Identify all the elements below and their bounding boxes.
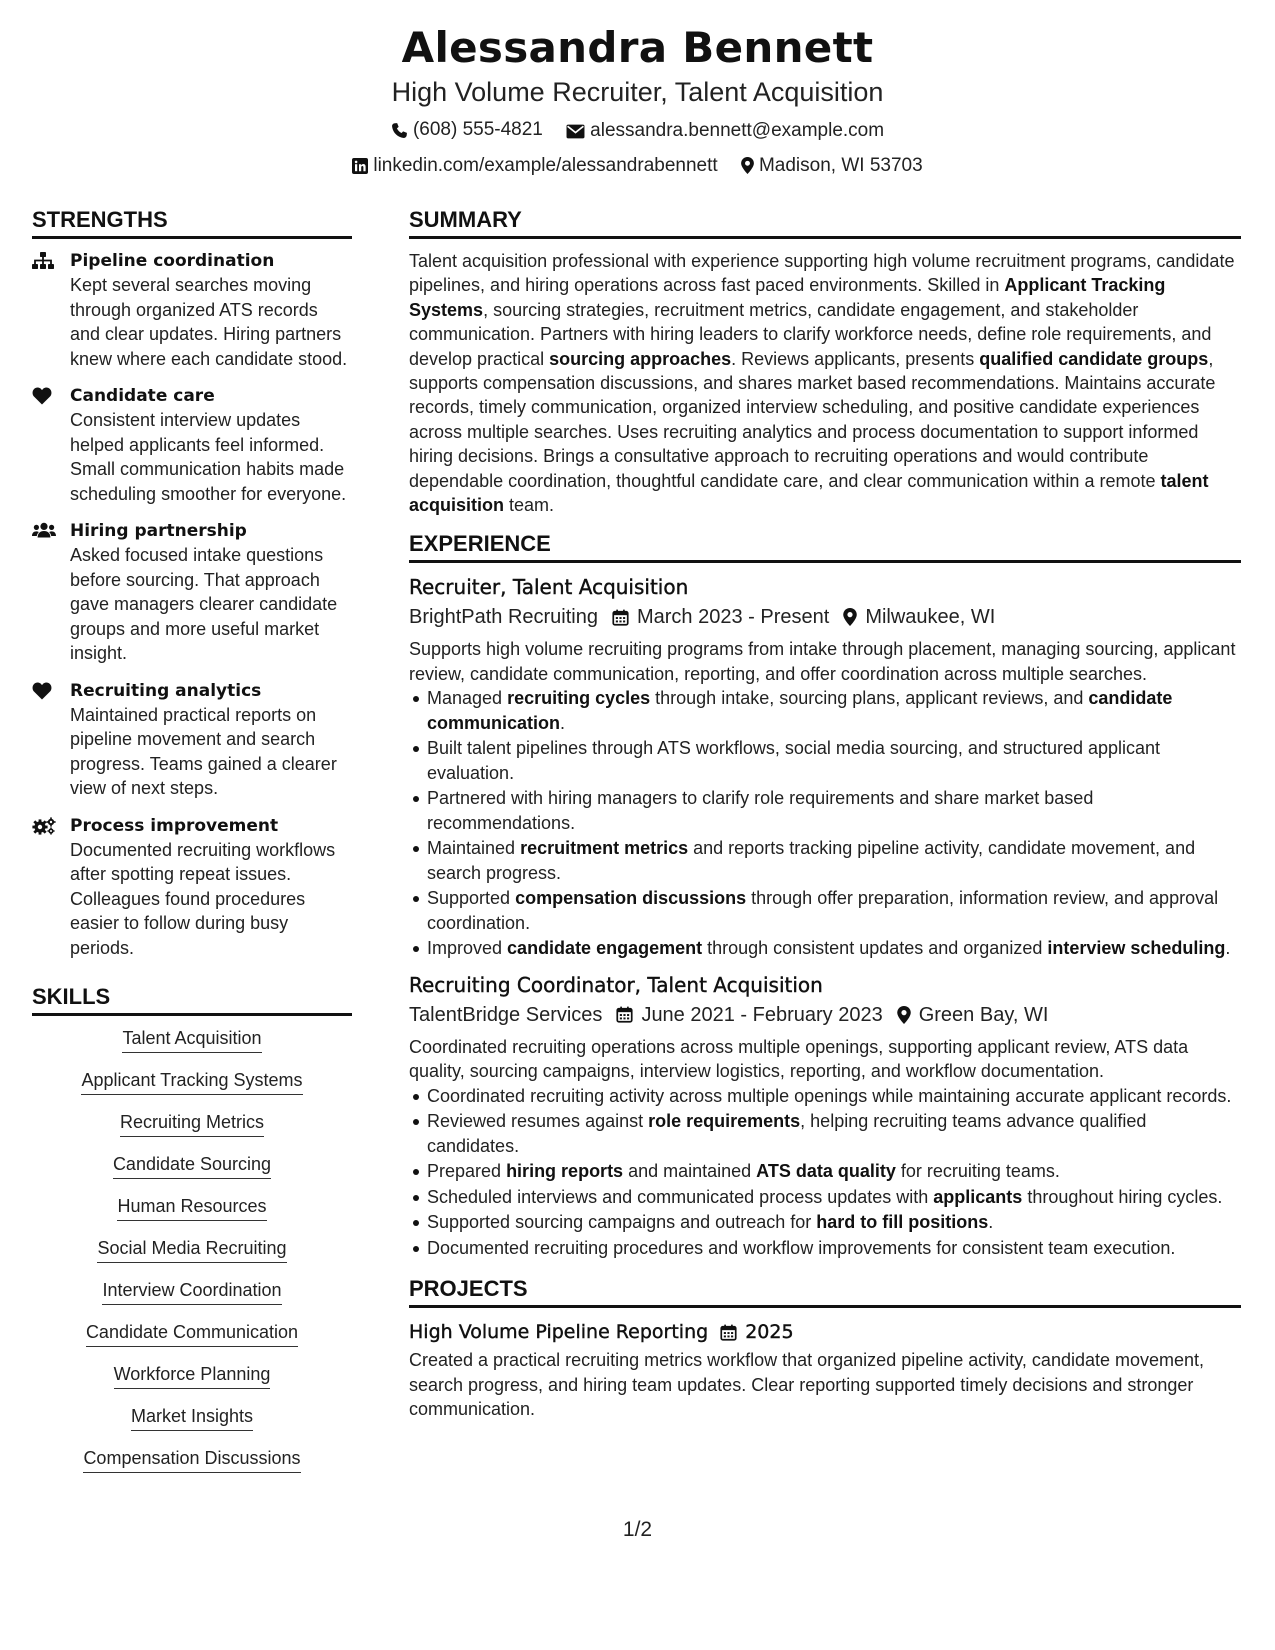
text-run: and maintained	[623, 1161, 757, 1182]
strength-title: Hiring partnership	[70, 521, 247, 541]
job-description: Supports high volume recruiting programs from intake through placement, managing sourcing, applicant review, candidate communication, reporting, and offer coordination across multiple searches.	[409, 639, 1236, 684]
text-run: Maintained	[427, 838, 521, 859]
skill-item	[32, 1236, 352, 1263]
skills-list	[32, 1026, 352, 1473]
linkedin-text: linkedin.com/example/alessandrabennett	[373, 155, 718, 176]
strength-description: Maintained practical reports on pipeline movement and search progress. Teams gained a clearer view of next steps.	[70, 704, 337, 798]
skill-item	[32, 1110, 352, 1137]
emphasis-text: interview scheduling	[1047, 938, 1226, 959]
phone-icon	[391, 122, 408, 139]
summary-heading: SUMMARY	[409, 205, 1241, 239]
left-column	[32, 205, 352, 1488]
project-year	[720, 1318, 793, 1346]
emphasis-text: hiring reports	[506, 1161, 624, 1182]
job-entry	[409, 971, 1241, 1261]
job-dates	[616, 1001, 882, 1029]
job-meta	[409, 603, 1241, 631]
text-run: Supported sourcing campaigns and outreach for	[427, 1212, 817, 1233]
emphasis-text: sourcing approaches	[549, 348, 732, 369]
calendar-icon	[720, 1324, 737, 1341]
bullet-item	[427, 886, 1241, 935]
skill-item	[32, 1068, 352, 1095]
project-year-text: 2025	[745, 1321, 794, 1344]
linkedin-icon	[352, 158, 368, 174]
job-location-text: Milwaukee, WI	[865, 606, 996, 629]
strength-body	[70, 249, 352, 371]
skill-label: Candidate Sourcing	[113, 1152, 271, 1179]
emphasis-text: hard to fill positions	[816, 1212, 989, 1233]
mail-icon	[566, 124, 585, 139]
experience-heading: EXPERIENCE	[409, 529, 1241, 563]
emphasis-text: Applicant Tracking Systems	[409, 275, 1166, 320]
text-run: Reviewed resumes against	[427, 1111, 649, 1132]
text-run: Documented recruiting procedures and workflow improvements for consistent team execution.	[427, 1237, 1176, 1258]
strength-item	[32, 519, 352, 666]
skill-label: Workforce Planning	[114, 1362, 271, 1389]
skill-label: Talent Acquisition	[122, 1026, 261, 1053]
job-title: Recruiter, Talent Acquisition	[409, 575, 689, 600]
bullet-item	[427, 836, 1241, 885]
resume-header	[0, 22, 1275, 181]
strength-icon-wrap	[32, 384, 70, 506]
job-location-text: Green Bay, WI	[918, 1003, 1049, 1026]
skills-heading: SKILLS	[32, 982, 352, 1016]
phone-text: (608) 555-4821	[412, 119, 543, 140]
text-run: Talent acquisition professional with experience supporting high volume recruitment programs, candidate pipelines, and hiring operations across fast paced environments. Skilled in	[409, 251, 1235, 296]
text-run: Prepared	[427, 1161, 507, 1182]
text-run: .	[988, 1212, 994, 1233]
strength-description: Kept several searches moving through organized ATS records and clear updates. Hiring partners knew where each candidate stood.	[70, 275, 348, 369]
bullet-item	[427, 686, 1241, 735]
strength-body	[70, 519, 352, 666]
text-run: through consistent updates and organized	[702, 938, 1048, 959]
summary-text	[409, 249, 1241, 517]
bullet-item	[427, 736, 1241, 785]
text-run: Managed	[427, 688, 508, 709]
job-dates-text: June 2021 - February 2023	[641, 1003, 883, 1026]
bullet-item	[427, 1159, 1241, 1183]
emphasis-text: ATS data quality	[756, 1161, 896, 1182]
text-run: through intake, sourcing plans, applicant reviews, and	[650, 688, 1089, 709]
job-dates-text: March 2023 - Present	[636, 606, 830, 629]
skill-item	[32, 1026, 352, 1053]
skill-label: Human Resources	[117, 1194, 266, 1221]
strength-title: Pipeline coordination	[70, 251, 275, 271]
strength-body	[70, 384, 352, 506]
skill-label: Candidate Communication	[86, 1320, 298, 1347]
job-title: Recruiting Coordinator, Talent Acquisition	[409, 972, 823, 997]
right-column	[409, 205, 1241, 1422]
text-run: and reports tracking pipeline activity, candidate movement, and search progress.	[427, 838, 1196, 883]
strengths-heading: STRENGTHS	[32, 205, 352, 239]
text-run: .	[560, 712, 566, 733]
skill-label: Market Insights	[131, 1404, 253, 1431]
phone-contact[interactable]	[391, 118, 543, 142]
location-text: Madison, WI 53703	[758, 154, 923, 176]
bullet-item	[427, 786, 1241, 835]
heart-icon	[32, 387, 52, 405]
skill-label: Recruiting Metrics	[120, 1110, 264, 1137]
strength-title: Process improvement	[70, 815, 279, 836]
strength-description: Documented recruiting workflows after spotting repeat issues. Colleagues found procedures easier to follow during busy periods.	[70, 839, 336, 958]
strength-body	[70, 814, 352, 961]
text-run: throughout hiring cycles.	[1022, 1186, 1223, 1207]
strength-icon-wrap	[32, 814, 70, 961]
emphasis-text: recruiting cycles	[507, 688, 651, 709]
emphasis-text: role requirements	[648, 1111, 801, 1132]
emphasis-text: talent acquisition	[409, 470, 1209, 516]
bullet-item	[427, 1084, 1241, 1108]
job-company: BrightPath Recruiting	[409, 606, 598, 629]
map-pin-icon	[897, 1006, 911, 1024]
projects-heading: PROJECTS	[409, 1274, 1241, 1308]
strength-item	[32, 814, 352, 961]
calendar-icon	[612, 609, 629, 626]
map-pin-icon	[741, 157, 754, 174]
skill-label: Applicant Tracking Systems	[81, 1068, 302, 1095]
strength-description: Consistent interview updates helped applicants feel informed. Small communication habits made scheduling smoother for everyone.	[70, 410, 347, 504]
text-run: team.	[504, 495, 555, 516]
project-title-text: High Volume Pipeline Reporting	[409, 1321, 709, 1344]
job-bullets	[409, 686, 1241, 960]
skill-item	[32, 1278, 352, 1305]
contact-row-1	[0, 118, 1275, 146]
job-meta	[409, 1001, 1241, 1029]
bullet-item	[427, 936, 1241, 960]
users-icon	[32, 522, 56, 538]
skill-item	[32, 1194, 352, 1221]
job-bullets	[409, 1084, 1241, 1261]
text-run: Improved	[427, 938, 508, 959]
emphasis-text: recruitment metrics	[520, 838, 689, 859]
text-run: Coordinated recruiting activity across multiple openings while maintaining accurate applicant records.	[427, 1085, 1232, 1106]
strength-body	[70, 679, 352, 801]
gears-icon	[32, 817, 56, 835]
emphasis-text: compensation discussions	[515, 888, 747, 909]
text-run: . Reviews applicants, presents	[731, 348, 980, 369]
candidate-name: Alessandra Bennett	[401, 23, 874, 72]
text-run: , sourcing strategies, recruitment metrics, candidate engagement, and stakeholder communication. Partners with hiring leaders to clarify workforce needs, define role requirements, and develop practical	[409, 299, 1212, 369]
email-contact[interactable]	[566, 119, 884, 143]
strength-description: Asked focused intake questions before sourcing. That approach gave managers clearer candidate groups and more useful market insight.	[70, 545, 338, 663]
emphasis-text: qualified candidate groups	[979, 348, 1209, 369]
skill-item	[32, 1362, 352, 1389]
project-title	[409, 1318, 1241, 1346]
job-dates	[612, 603, 829, 631]
map-pin-icon	[843, 608, 857, 626]
job-location	[897, 1001, 1049, 1029]
text-run: Scheduled interviews and communicated process updates with	[427, 1186, 934, 1207]
text-run: , helping recruiting teams advance qualified candidates.	[427, 1111, 1147, 1156]
text-run: Supported	[427, 888, 516, 909]
text-run: Partnered with hiring managers to clarify role requirements and share market based recommendations.	[427, 788, 1094, 833]
bullet-item	[427, 1109, 1241, 1158]
strength-icon-wrap	[32, 249, 70, 371]
strength-title: Recruiting analytics	[70, 680, 262, 701]
calendar-icon	[616, 1006, 633, 1023]
job-location	[843, 603, 995, 631]
emphasis-text: candidate communication	[427, 688, 1173, 733]
bullet-item	[427, 1210, 1241, 1234]
text-run: for recruiting teams.	[895, 1161, 1060, 1182]
skill-item	[32, 1320, 352, 1347]
skill-item	[32, 1446, 352, 1473]
job-entry	[409, 573, 1241, 960]
contact-row-2	[0, 154, 1275, 182]
skill-label: Compensation Discussions	[83, 1446, 300, 1473]
strength-icon-wrap	[32, 679, 70, 801]
sitemap-icon	[32, 252, 54, 270]
strength-icon-wrap	[32, 519, 70, 666]
job-description: Coordinated recruiting operations across multiple openings, supporting applicant review, ATS data quality, sourcing campaigns, interview logistics, reporting, and workflow documentation.	[409, 1036, 1189, 1082]
bullet-item	[427, 1236, 1241, 1260]
text-run: through offer preparation, information review, and approval coordination.	[427, 888, 1219, 933]
strength-item	[32, 249, 352, 371]
strength-item	[32, 679, 352, 801]
text-run: Built talent pipelines through ATS workflows, social media sourcing, and structured applicant evaluation.	[427, 738, 1161, 783]
project-entry	[409, 1318, 1241, 1421]
bullet-item	[427, 1185, 1241, 1209]
strengths-list	[32, 249, 352, 960]
strength-title: Candidate care	[70, 386, 215, 406]
email-text: alessandra.bennett@example.com	[590, 120, 885, 141]
text-run: .	[1225, 938, 1231, 959]
job-company: TalentBridge Services	[409, 1003, 603, 1026]
projects-list	[409, 1318, 1241, 1421]
skill-item	[32, 1404, 352, 1431]
page-number: 1/2	[622, 1518, 653, 1541]
skill-label: Social Media Recruiting	[97, 1236, 286, 1263]
text-run: , supports compensation discussions, and shares market based recommendations. Maintains accurate records, timely communication, organized interview scheduling, and positive candidate experiences across multiple searches. Uses recruiting analytics and process documentation to support informed hiring decisions. Brings a consultative approach to recruiting operations and would contribute dependable coordination, thoughtful candidate care, and clear communication within a remote	[409, 348, 1216, 491]
heart-icon	[32, 682, 52, 700]
experience-list	[409, 573, 1241, 1260]
emphasis-text: candidate engagement	[507, 938, 703, 959]
strength-item	[32, 384, 352, 506]
emphasis-text: applicants	[933, 1186, 1023, 1207]
project-description: Created a practical recruiting metrics workflow that organized pipeline activity, candidate movement, search progress, and hiring team updates. Clear reporting supported timely decisions and stronger communication.	[409, 1350, 1205, 1420]
skill-label: Interview Coordination	[102, 1278, 281, 1305]
skill-item	[32, 1152, 352, 1179]
location-contact	[741, 154, 923, 178]
candidate-title: High Volume Recruiter, Talent Acquisition	[391, 77, 884, 107]
linkedin-contact[interactable]	[352, 154, 717, 178]
